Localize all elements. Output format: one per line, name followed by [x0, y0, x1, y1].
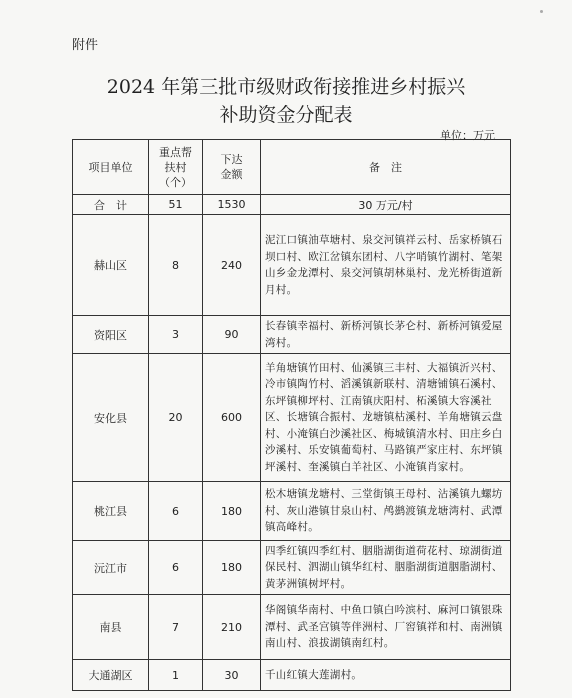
row-unit: 大通湖区 [73, 660, 149, 691]
header-unit: 项目单位 [73, 140, 149, 195]
header-villages [149, 140, 203, 195]
table-row [73, 354, 511, 482]
row-unit: 安化县 [73, 354, 149, 482]
row-note: 千山红镇大莲湖村。 [261, 660, 511, 691]
header-funds-line1: 下达 [220, 153, 243, 166]
row-note: 松木塘镇龙塘村、三堂街镇王母村、沾溪镇九螺坊村、灰山港镇甘泉山村、鸬鹚渡镇龙塘湾村、武潭镇高峰村。 [261, 482, 511, 541]
row-funds: 30 [203, 660, 261, 691]
table-header-row [73, 140, 511, 195]
header-villages-line2: 扶村 [164, 160, 187, 174]
row-unit: 桃江县 [73, 482, 149, 541]
total-funds: 1530 [203, 195, 261, 215]
row-villages: 6 [149, 482, 203, 541]
row-note: 长春镇幸福村、新桥河镇长茅仑村、新桥河镇爱屋湾村。 [261, 316, 511, 354]
row-unit: 沅江市 [73, 541, 149, 595]
row-unit: 南县 [73, 595, 149, 660]
row-villages: 1 [149, 660, 203, 691]
row-note: 四季红镇四季红村、胭脂湖街道荷花村、琼湖街道保民村、泗湖山镇华红村、胭脂湖街道胭脂湖村、黄茅洲镇树坪村。 [261, 541, 511, 595]
row-villages: 8 [149, 215, 203, 316]
row-villages: 7 [149, 595, 203, 660]
header-villages-line1: 重点帮 [159, 145, 192, 159]
row-funds: 240 [203, 215, 261, 316]
document-title-line1: 2024 年第三批市级财政衔接推进乡村振兴 [106, 76, 466, 98]
row-funds: 90 [203, 316, 261, 354]
table-row [73, 660, 511, 691]
row-villages: 20 [149, 354, 203, 482]
header-note: 备 注 [261, 140, 511, 195]
table-row [73, 482, 511, 541]
table-row [73, 215, 511, 316]
row-note: 泥江口镇油草塘村、泉交河镇祥云村、岳家桥镇石坝口村、欧江岔镇东团村、八字哨镇竹湖村、笔架山乡金龙潭村、泉交河镇胡林巢村、龙光桥街道新月村。 [261, 215, 511, 316]
row-unit: 赫山区 [73, 215, 149, 316]
total-villages: 51 [149, 195, 203, 215]
header-villages-line3: （个） [159, 175, 192, 189]
unit-label: 单位：万元 [440, 129, 495, 142]
header-funds-line2: 金额 [220, 168, 243, 181]
table-row [73, 316, 511, 354]
total-note: 30 万元/村 [261, 195, 511, 215]
row-funds: 180 [203, 541, 261, 595]
row-villages: 3 [149, 316, 203, 354]
row-unit: 资阳区 [73, 316, 149, 354]
attachment-label: 附件 [72, 38, 99, 53]
row-note: 羊角塘镇竹田村、仙溪镇三丰村、大福镇沂兴村、冷市镇陶竹村、滔溪镇新联村、清塘铺镇石溪村、东坪镇柳坪村、江南镇庆阳村、柘溪镇大容溪社区、长塘镇合振村、龙塘镇枯溪村、羊角塘镇云盘村、小淹镇白沙溪社区、梅城镇清水村、田庄乡白沙溪村、乐安镇葡萄村、马路镇严家庄村、东坪镇坪溪村、奎溪镇白羊社区、小淹镇肖家村。 [261, 354, 511, 482]
total-label: 合 计 [73, 195, 149, 215]
scan-dot [540, 10, 543, 13]
table-row-total [73, 195, 511, 215]
document-title-line2: 补助资金分配表 [219, 104, 353, 126]
table-row [73, 541, 511, 595]
row-funds: 600 [203, 354, 261, 482]
allocation-table [72, 139, 511, 691]
row-note: 华阁镇华南村、中鱼口镇白吟滨村、麻河口镇银珠潭村、武圣宫镇等伴洲村、厂窖镇祥和村、南洲镇南山村、浪拔湖镇南红村。 [261, 595, 511, 660]
table-row [73, 595, 511, 660]
row-funds: 180 [203, 482, 261, 541]
row-funds: 210 [203, 595, 261, 660]
header-funds [203, 140, 261, 195]
row-villages: 6 [149, 541, 203, 595]
